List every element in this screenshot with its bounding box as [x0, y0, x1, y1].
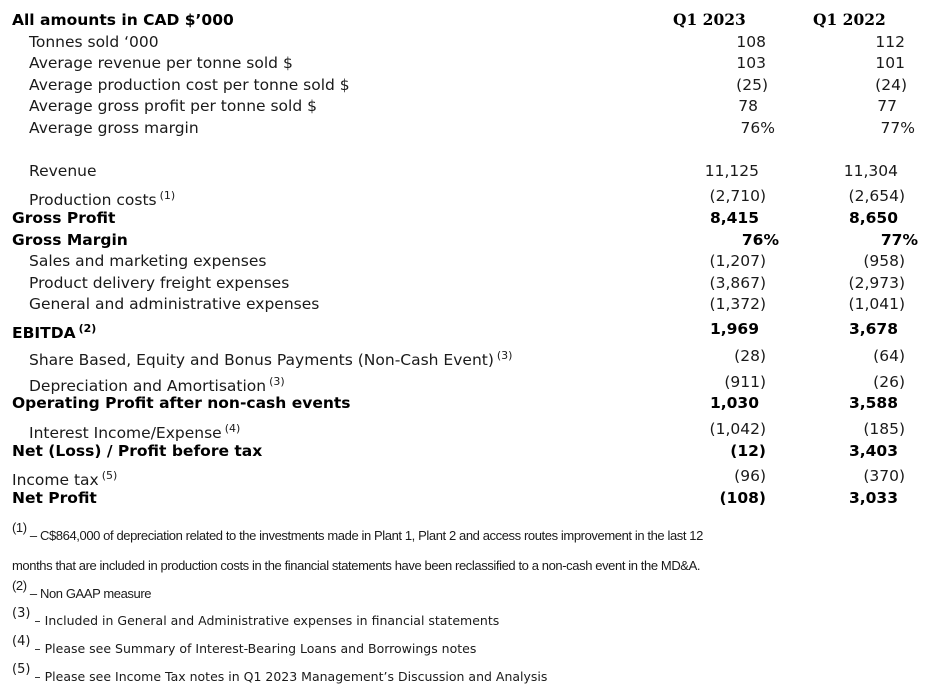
- value-q1-2023: (108): [719, 489, 766, 507]
- row-label: Average revenue per tonne sold $: [29, 54, 293, 72]
- footnote-ref: (5): [101, 469, 118, 482]
- table-row: [0, 185, 926, 207]
- value-q1-2023: 78: [738, 97, 758, 115]
- column-header-q1-2022: Q1 2022: [813, 10, 886, 29]
- table-row: [0, 371, 926, 393]
- footnote-5: [12, 662, 548, 685]
- row-label: Production costs $^{(1)}$: [29, 189, 176, 209]
- footnote-text: – Please see Summary of Interest-Bearing Loans and Borrowings notes: [34, 641, 477, 656]
- row-label: Interest Income/Expense $^{(4)}$: [29, 422, 241, 442]
- table-row: [0, 207, 926, 229]
- value-q1-2022: 77: [877, 97, 897, 115]
- value-q1-2022: 112: [875, 33, 905, 51]
- value-q1-2023: 11,125: [704, 162, 759, 180]
- footnote-ref: (3): [496, 349, 513, 362]
- footnote-4: [12, 634, 477, 657]
- row-label: Net Profit: [12, 489, 97, 507]
- table-row: [0, 117, 926, 139]
- table-row: [0, 74, 926, 96]
- footnote-marker: (5): [12, 662, 31, 677]
- row-label: Average gross profit per tonne sold $: [29, 97, 317, 115]
- footnote-text: – Non GAAP measure: [29, 586, 152, 601]
- row-label: Share Based, Equity and Bonus Payments (Non-Cash Event) $^{(3)}$: [29, 349, 513, 369]
- table-row: [0, 52, 926, 74]
- footnote-ref: (2): [78, 322, 97, 335]
- row-label: Average production cost per tonne sold $: [29, 76, 350, 94]
- row-label: Average gross margin: [29, 119, 199, 137]
- value-q1-2023: 76%: [741, 231, 779, 249]
- table-title: All amounts in CAD $’000: [12, 11, 234, 29]
- value-q1-2023: (3,867): [709, 274, 766, 292]
- table-row: [0, 392, 926, 414]
- footnote-3: [12, 606, 500, 629]
- value-q1-2022: (64): [873, 347, 905, 365]
- value-q1-2022: 3,678: [848, 320, 898, 338]
- table-row: [0, 160, 926, 182]
- row-label: Net (Loss) / Profit before tax: [12, 442, 263, 460]
- value-q1-2022: 3,588: [848, 394, 898, 412]
- table-row: [0, 250, 926, 272]
- row-label: Operating Profit after non-cash events: [12, 394, 351, 412]
- value-q1-2022: 8,650: [848, 209, 898, 227]
- value-q1-2022: (1,041): [848, 295, 905, 313]
- table-row: [0, 345, 926, 367]
- value-q1-2023: 1,030: [709, 394, 759, 412]
- value-q1-2023: 1,969: [709, 320, 759, 338]
- footnote-text: months that are included in production costs in the financial statements have been reclassified to a non-cash event in the MD&A.: [12, 558, 701, 573]
- column-header-q1-2023: Q1 2023: [673, 10, 746, 29]
- value-q1-2022: 101: [875, 54, 905, 72]
- row-label: General and administrative expenses: [29, 295, 320, 313]
- table-row: [0, 272, 926, 294]
- value-q1-2022: 3,403: [848, 442, 898, 460]
- value-q1-2023: (96): [734, 467, 766, 485]
- value-q1-2023: (1,372): [709, 295, 766, 313]
- value-q1-2022: (2,973): [848, 274, 905, 292]
- value-q1-2023: (25): [736, 76, 768, 94]
- value-q1-2023: (911): [724, 373, 766, 391]
- footnote-2: [12, 578, 152, 601]
- table-row: [0, 95, 926, 117]
- footnote-text: – Included in General and Administrative expenses in financial statements: [34, 613, 500, 628]
- value-q1-2023: (28): [734, 347, 766, 365]
- row-label: Gross Margin: [12, 231, 128, 249]
- value-q1-2023: 8,415: [709, 209, 759, 227]
- footnote-1: [12, 520, 703, 543]
- footnote-ref: (1): [159, 189, 176, 202]
- value-q1-2023: (1,207): [709, 252, 766, 270]
- footnote-marker: (1): [12, 520, 27, 535]
- table-row: [0, 418, 926, 440]
- footnote-ref: (3): [269, 375, 285, 388]
- table-row: [0, 229, 926, 251]
- row-label: EBITDA $^{(2)}$: [12, 322, 97, 342]
- value-q1-2022: (2,654): [848, 187, 905, 205]
- row-label: Tonnes sold ‘000: [29, 33, 159, 51]
- row-label: Product delivery freight expenses: [29, 274, 290, 292]
- table-row: [0, 487, 926, 509]
- footnote-text: – Please see Income Tax notes in Q1 2023 Management’s Discussion and Analysis: [34, 669, 548, 684]
- table-header: [0, 9, 926, 31]
- footnote-marker: (4): [12, 634, 31, 649]
- value-q1-2023: 108: [736, 33, 766, 51]
- value-q1-2023: 76%: [740, 119, 775, 137]
- value-q1-2023: (1,042): [709, 420, 766, 438]
- value-q1-2022: 77%: [880, 231, 918, 249]
- value-q1-2022: 77%: [880, 119, 915, 137]
- row-label: Gross Profit: [12, 209, 116, 227]
- value-q1-2022: (958): [863, 252, 905, 270]
- row-label: Depreciation and Amortisation $^{(3)}$: [29, 375, 285, 395]
- table-row: [0, 465, 926, 487]
- value-q1-2022: (370): [863, 467, 905, 485]
- row-label: Sales and marketing expenses: [29, 252, 267, 270]
- table-row: [0, 31, 926, 53]
- value-q1-2022: 3,033: [848, 489, 898, 507]
- table-row: [0, 318, 926, 340]
- value-q1-2022: (26): [873, 373, 905, 391]
- footnote-1-continued: [12, 558, 700, 573]
- footnote-marker: (3): [12, 606, 31, 621]
- value-q1-2022: (24): [875, 76, 907, 94]
- value-q1-2023: (12): [730, 442, 766, 460]
- footnote-text: – C$864,000 of depreciation related to the investments made in Plant 1, Plant 2 and access routes improvement in the last 12: [29, 528, 703, 543]
- value-q1-2023: 103: [736, 54, 766, 72]
- footnote-marker: (2): [12, 578, 27, 593]
- value-q1-2023: (2,710): [709, 187, 766, 205]
- table-row: [0, 440, 926, 462]
- row-label: Revenue: [29, 162, 97, 180]
- table-row: [0, 293, 926, 315]
- value-q1-2022: (185): [863, 420, 905, 438]
- value-q1-2022: 11,304: [843, 162, 898, 180]
- row-label: Income tax $^{(5)}$: [12, 469, 118, 489]
- footnote-ref: (4): [224, 422, 241, 435]
